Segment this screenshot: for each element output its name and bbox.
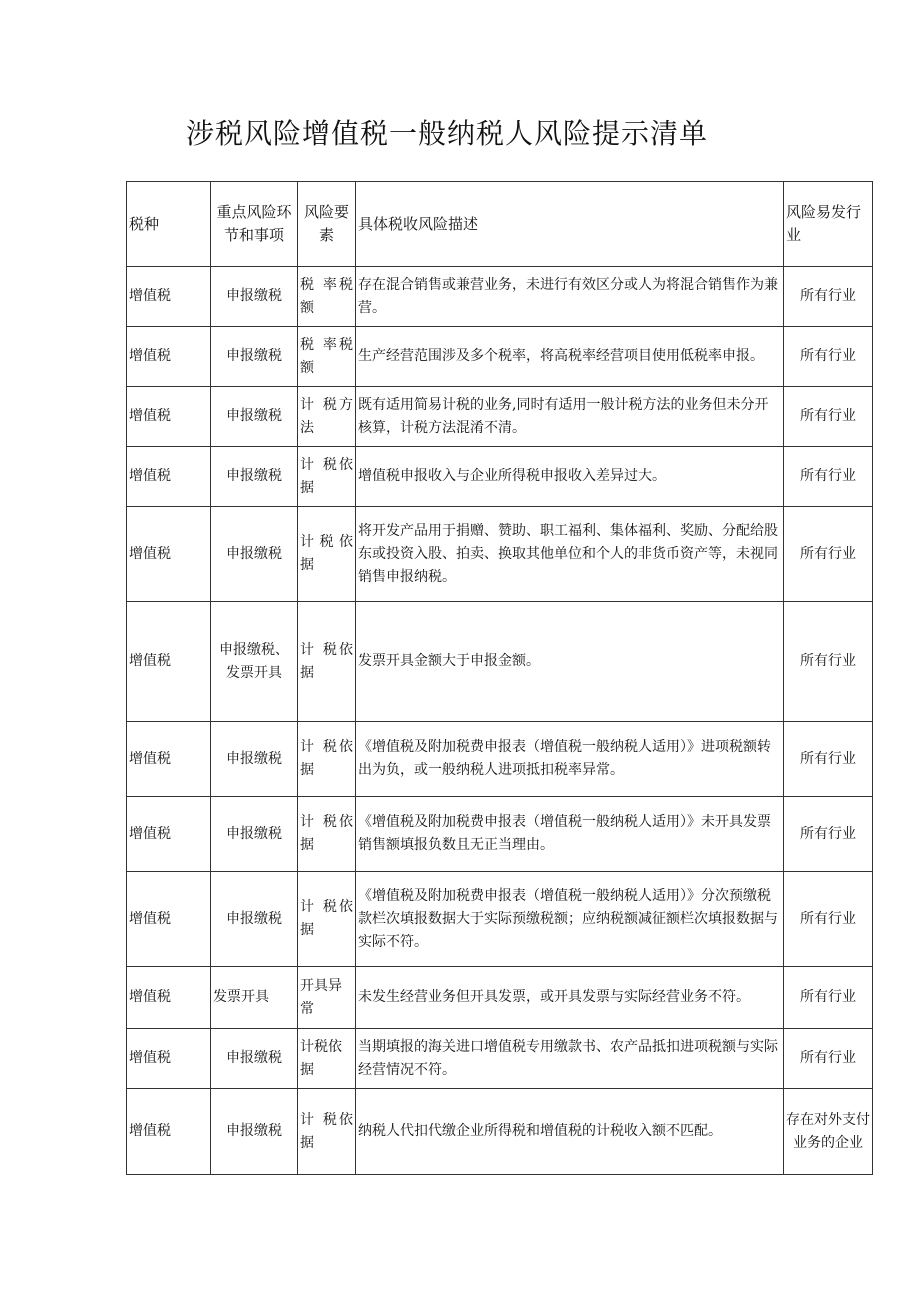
- cell-risk-industry: 所有行业: [784, 507, 873, 602]
- header-risk-description: 具体税收风险描述: [356, 182, 784, 267]
- table-row: [127, 872, 873, 967]
- cell-risk-industry: 所有行业: [784, 797, 873, 872]
- cell-tax-type: 增值税: [127, 797, 211, 872]
- cell-risk-industry: 存在对外支付业务的企业: [784, 1089, 873, 1175]
- table-row: [127, 327, 873, 387]
- header-tax-type: 税种: [127, 182, 211, 267]
- cell-risk-description: 生产经营范围涉及多个税率，将高税率经营项目使用低税率申报。: [356, 327, 784, 387]
- table-row: [127, 1089, 873, 1175]
- cell-risk-industry: 所有行业: [784, 602, 873, 722]
- cell-risk-link: 申报缴税: [211, 722, 298, 797]
- table-row: [127, 447, 873, 507]
- cell-risk-link: 申报缴税: [211, 1089, 298, 1175]
- cell-risk-industry: 所有行业: [784, 872, 873, 967]
- cell-tax-type: 增值税: [127, 1089, 211, 1175]
- cell-tax-type: 增值税: [127, 602, 211, 722]
- cell-risk-description: 既有适用简易计税的业务,同时有适用一般计税方法的业务但未分开核算，计税方法混淆不清。: [356, 387, 784, 447]
- cell-tax-type: 增值税: [127, 267, 211, 327]
- cell-risk-description: 未发生经营业务但开具发票，或开具发票与实际经营业务不符。: [356, 967, 784, 1029]
- cell-risk-element: 税 率税额: [298, 267, 356, 327]
- cell-risk-element: 计 税依据: [298, 722, 356, 797]
- cell-risk-description: 《增值税及附加税费申报表（增值税一般纳税人适用）》分次预缴税款栏次填报数据大于实际预缴税额；应纳税额减征额栏次填报数据与实际不符。: [356, 872, 784, 967]
- cell-risk-description: 存在混合销售或兼营业务，未进行有效区分或人为将混合销售作为兼营。: [356, 267, 784, 327]
- cell-risk-link: 申报缴税: [211, 507, 298, 602]
- cell-risk-industry: 所有行业: [784, 967, 873, 1029]
- cell-risk-link: 申报缴税、发票开具: [211, 602, 298, 722]
- cell-risk-industry: 所有行业: [784, 722, 873, 797]
- cell-risk-description: 《增值税及附加税费申报表（增值税一般纳税人适用）》进项税额转出为负，或一般纳税人进项抵扣税率异常。: [356, 722, 784, 797]
- cell-risk-link: 申报缴税: [211, 387, 298, 447]
- cell-risk-element: 计 税依据: [298, 797, 356, 872]
- cell-tax-type: 增值税: [127, 507, 211, 602]
- cell-tax-type: 增值税: [127, 967, 211, 1029]
- cell-tax-type: 增值税: [127, 1029, 211, 1089]
- cell-risk-element: 计 税方法: [298, 387, 356, 447]
- cell-risk-description: 纳税人代扣代缴企业所得税和增值税的计税收入额不匹配。: [356, 1089, 784, 1175]
- table-header-row: [127, 182, 873, 267]
- cell-risk-description: 当期填报的海关进口增值税专用缴款书、农产品抵扣进项税额与实际经营情况不符。: [356, 1029, 784, 1089]
- cell-risk-industry: 所有行业: [784, 447, 873, 507]
- table-row: [127, 387, 873, 447]
- cell-risk-element: 计 税依据: [298, 447, 356, 507]
- cell-risk-element: 计税依据: [298, 507, 356, 602]
- cell-tax-type: 增值税: [127, 447, 211, 507]
- table-row: [127, 1029, 873, 1089]
- cell-risk-industry: 所有行业: [784, 1029, 873, 1089]
- cell-risk-element: 计 税依据: [298, 872, 356, 967]
- header-risk-link: 重点风险环节和事项: [211, 182, 298, 267]
- cell-risk-element: 税 率税额: [298, 327, 356, 387]
- cell-risk-description: 将开发产品用于捐赠、赞助、职工福利、集体福利、奖励、分配给股东或投资入股、拍卖、换取其他单位和个人的非货币资产等，未视同销售申报纳税。: [356, 507, 784, 602]
- header-risk-industry: 风险易发行业: [784, 182, 873, 267]
- cell-risk-link: 申报缴税: [211, 797, 298, 872]
- cell-tax-type: 增值税: [127, 872, 211, 967]
- header-risk-element: 风险要素: [298, 182, 356, 267]
- cell-risk-link: 申报缴税: [211, 267, 298, 327]
- cell-risk-industry: 所有行业: [784, 327, 873, 387]
- table-row: [127, 507, 873, 602]
- cell-risk-description: 《增值税及附加税费申报表（增值税一般纳税人适用）》未开具发票销售额填报负数且无正当理由。: [356, 797, 784, 872]
- cell-risk-link: 申报缴税: [211, 327, 298, 387]
- cell-risk-description: 发票开具金额大于申报金额。: [356, 602, 784, 722]
- cell-risk-element: 开具异常: [298, 967, 356, 1029]
- cell-risk-industry: 所有行业: [784, 267, 873, 327]
- cell-risk-element: 计税依据: [298, 1029, 356, 1089]
- table-row: [127, 967, 873, 1029]
- cell-risk-element: 计 税依据: [298, 1089, 356, 1175]
- cell-risk-link: 申报缴税: [211, 872, 298, 967]
- cell-tax-type: 增值税: [127, 722, 211, 797]
- cell-risk-link: 申报缴税: [211, 1029, 298, 1089]
- cell-risk-link: 申报缴税: [211, 447, 298, 507]
- cell-risk-link: 发票开具: [211, 967, 298, 1029]
- cell-tax-type: 增值税: [127, 327, 211, 387]
- cell-tax-type: 增值税: [127, 387, 211, 447]
- table-row: [127, 267, 873, 327]
- table-row: [127, 722, 873, 797]
- document-title: 涉税风险增值税一般纳税人风险提示清单: [186, 117, 709, 150]
- cell-risk-description: 增值税申报收入与企业所得税申报收入差异过大。: [356, 447, 784, 507]
- table-row: [127, 797, 873, 872]
- cell-risk-industry: 所有行业: [784, 387, 873, 447]
- table-row: [127, 602, 873, 722]
- cell-risk-element: 计 税依据: [298, 602, 356, 722]
- risk-table: [126, 181, 873, 1175]
